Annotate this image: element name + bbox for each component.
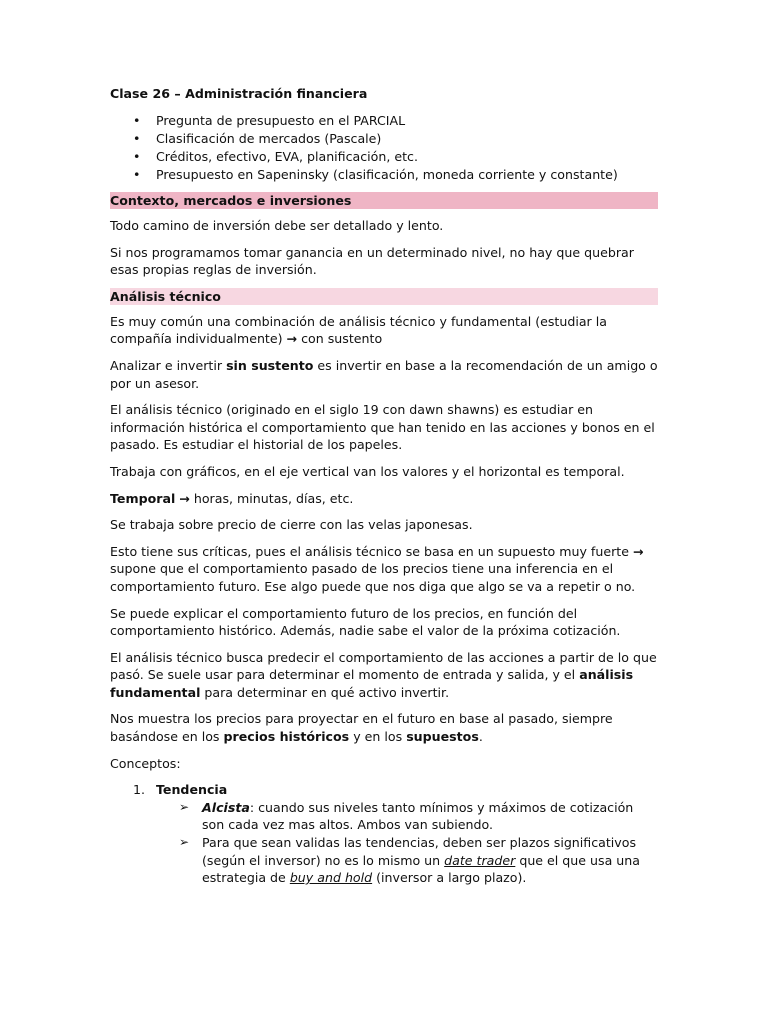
bullet-icon: • — [133, 149, 141, 164]
topic-list — [110, 112, 658, 184]
paragraph: Esto tiene sus críticas, pues el análisis técnico se basa en un supuesto muy fuerte → supone que el comportamiento pasado de los precios tiene una inferencia en el comportamiento futuro. Ese algo puede que nos diga que algo se va a repetir o no. — [110, 543, 644, 594]
list-number: 1. — [133, 782, 146, 798]
paragraph: Nos muestra los precios para proyectar en el futuro en base al pasado, siempre basándose en los precios históricos y en los supuestos. — [110, 711, 613, 745]
arrowhead-bullet-icon: ➢ — [179, 835, 190, 850]
concept-title: Tendencia — [156, 782, 228, 798]
list-item: ➢ Alcista: cuando sus niveles tanto mínimos y máximos de cotización son cada vez mas altos. Ambos van subiendo. — [179, 799, 634, 833]
arrow-right-icon: → — [632, 543, 644, 559]
list-item: ➢ Para que sean validas las tendencias, deben ser plazos significativos (según el inversor) no es lo mismo un date trader que el que usa una estrategia de buy and hold (inversor a largo plazo). — [179, 835, 640, 886]
paragraph: Se trabaja sobre precio de cierre con las velas japonesas. — [110, 517, 473, 533]
paragraph: Temporal → horas, minutas, días, etc. — [110, 490, 354, 506]
bullet-icon: • — [133, 113, 141, 128]
list-item: • Clasificación de mercados (Pascale) — [133, 131, 382, 146]
page-title: Clase 26 – Administración financiera — [110, 86, 368, 101]
paragraph: Analizar e invertir sin sustento es invertir en base a la recomendación de un amigo o por un asesor. — [110, 357, 658, 391]
paragraph: Si nos programamos tomar ganancia en un determinado nivel, no hay que quebrar esas propias reglas de inversión. — [110, 244, 634, 278]
section-heading-analisis-tecnico: Análisis técnico — [110, 288, 658, 305]
paragraph: Trabaja con gráficos, en el eje vertical van los valores y el horizontal es temporal. — [110, 463, 625, 479]
paragraph: Conceptos: — [110, 755, 181, 771]
section-heading-contexto: Contexto, mercados e inversiones — [110, 192, 658, 209]
arrow-right-icon: → — [286, 331, 298, 347]
list-item — [110, 781, 658, 887]
paragraph: El análisis técnico (originado en el siglo 19 con dawn shawns) es estudiar en información histórica el comportamiento que han tenido en las acciones y bonos en el pasado. Es estudiar el historial de los papeles. — [110, 402, 655, 453]
sub-list — [156, 799, 658, 887]
list-item: • Presupuesto en Sapeninsky (clasificación, moneda corriente y constante) — [133, 167, 618, 182]
paragraph: Es muy común una combinación de análisis técnico y fundamental (estudiar la compañía individualmente) → con sustento — [110, 313, 607, 347]
bullet-icon: • — [133, 167, 141, 182]
list-item: • Créditos, efectivo, EVA, planificación, etc. — [133, 149, 418, 164]
paragraph: Todo camino de inversión debe ser detallado y lento. — [110, 218, 444, 233]
bullet-icon: • — [133, 131, 141, 146]
arrowhead-bullet-icon: ➢ — [179, 799, 190, 814]
concepts-list — [110, 781, 658, 887]
document-content — [110, 85, 658, 887]
paragraph: El análisis técnico busca predecir el comportamiento de las acciones a partir de lo que pasó. Se suele usar para determinar el momento de entrada y salida, y el análisis fundamental para determinar en qué activo invertir. — [110, 649, 657, 700]
list-item: • Pregunta de presupuesto en el PARCIAL — [133, 113, 406, 128]
arrow-right-icon: → — [179, 490, 190, 506]
paragraph: Se puede explicar el comportamiento futuro de los precios, en función del comportamiento histórico. Además, nadie sabe el valor de la próxima cotización. — [110, 605, 621, 639]
